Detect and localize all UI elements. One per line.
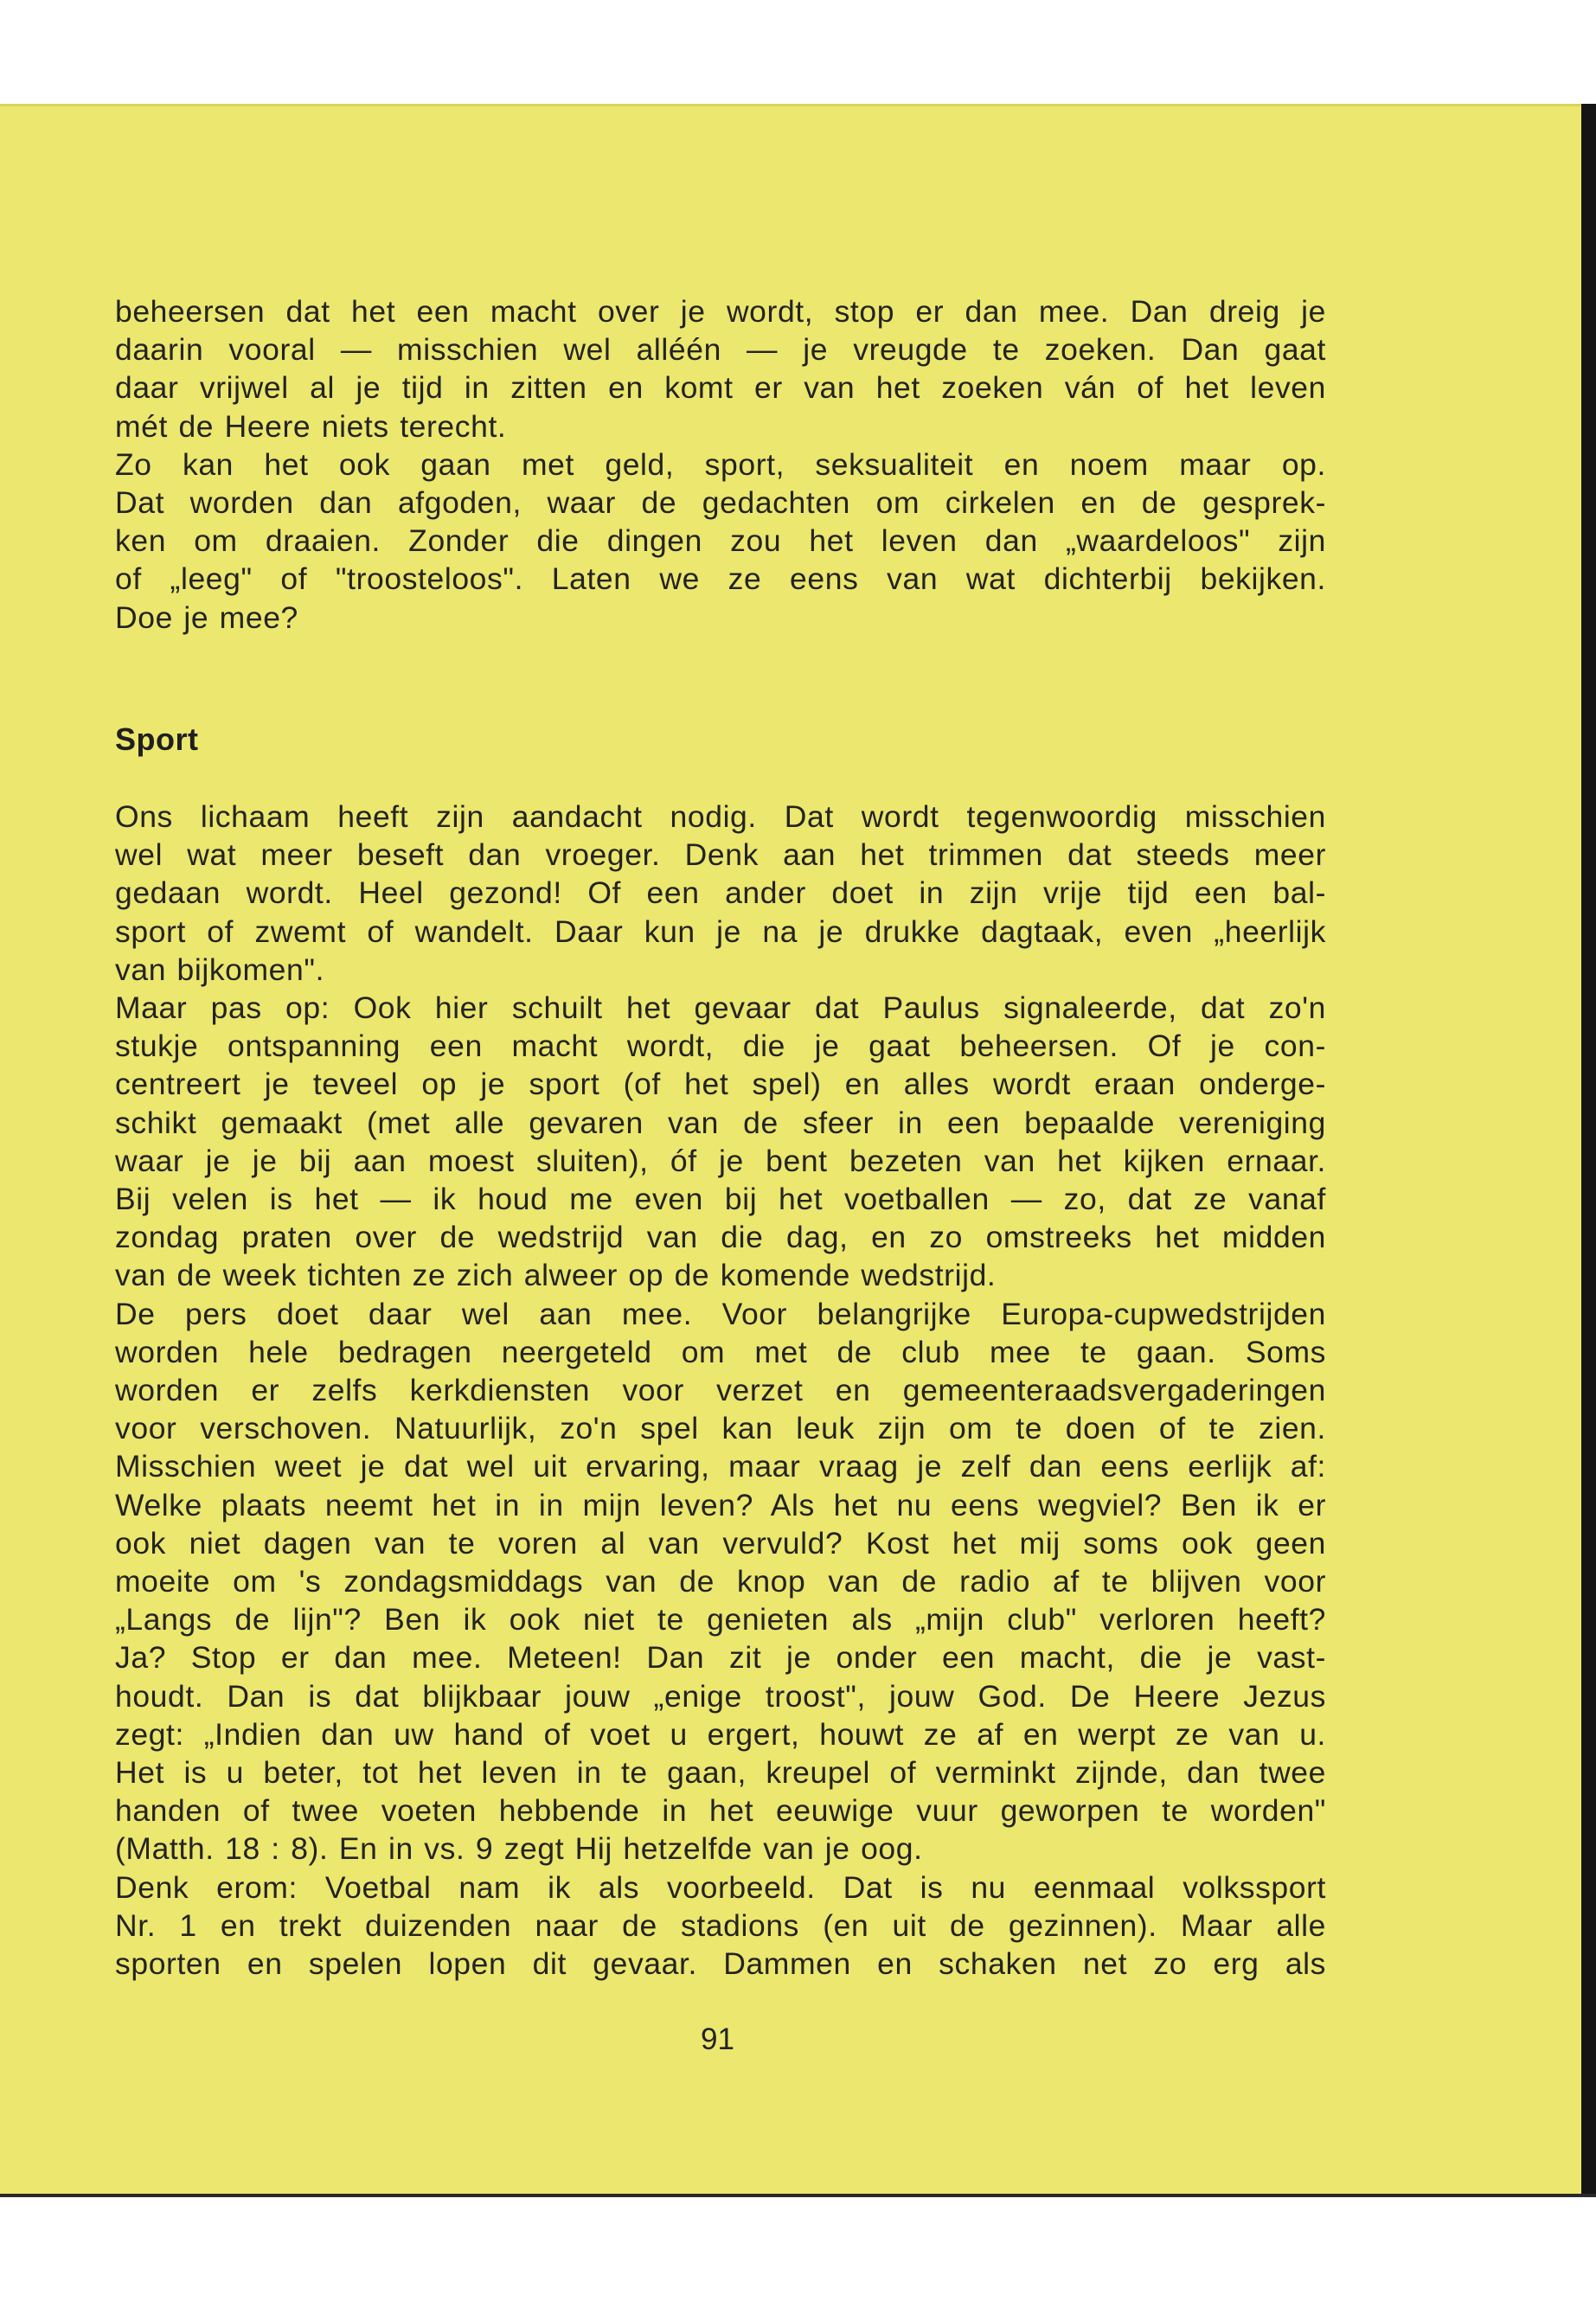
body-line: gedaan wordt. Heel gezond! Of een ander doet in zijn vrije tijd een bal- xyxy=(115,875,1326,911)
body-line: wel wat meer beseft dan vroeger. Denk aan het trimmen dat steeds meer xyxy=(115,837,1326,873)
intro-line: Doe je mee? xyxy=(115,599,298,635)
body-line: moeite om 's zondagsmiddags van de knop van de radio af te blijven voor xyxy=(115,1564,1326,1599)
body-paragraphs xyxy=(115,798,1326,1983)
section-heading: Sport xyxy=(115,721,199,757)
body-line: Maar pas op: Ook hier schuilt het gevaar dat Paulus signaleerde, dat zo'n xyxy=(115,990,1326,1026)
body-line: Ja? Stop er dan mee. Meteen! Dan zit je onder een macht, die je vast- xyxy=(115,1640,1326,1676)
body-line: Ons lichaam heeft zijn aandacht nodig. Dat wordt tegenwoordig misschien xyxy=(115,799,1326,834)
body-line: zegt: „Indien dan uw hand of voet u ergert, houwt ze af en werpt ze van u. xyxy=(115,1716,1326,1752)
intro-line: daarin vooral — misschien wel alléén — je vreugde te zoeken. Dan gaat xyxy=(115,332,1326,368)
body-line: sporten en spelen lopen dit gevaar. Dammen en schaken net zo erg als xyxy=(115,1946,1326,1982)
body-line: Denk erom: Voetbal nam ik als voorbeeld. Dat is nu eenmaal volkssport xyxy=(115,1869,1326,1905)
body-line: zondag praten over de wedstrijd van die dag, en zo omstreeks het midden xyxy=(115,1220,1326,1255)
body-line: De pers doet daar wel aan mee. Voor belangrijke Europa-cupwedstrijden xyxy=(115,1296,1326,1331)
body-line: van bijkomen". xyxy=(115,952,325,987)
page-number: 91 xyxy=(701,2022,734,2056)
body-line: van de week tichten ze zich alweer op de komende wedstrijd. xyxy=(115,1258,997,1293)
body-line: Nr. 1 en trekt duizenden naar de stadions (en uit de gezinnen). Maar alle xyxy=(115,1907,1326,1943)
body-line: Misschien weet je dat wel uit ervaring, maar vraag je zelf dan eens eerlijk af: xyxy=(115,1449,1326,1484)
body-line: Welke plaats neemt het in in mijn leven? Als het nu eens wegviel? Ben ik er xyxy=(115,1487,1326,1522)
body-line: voor verschoven. Natuurlijk, zo'n spel kan leuk zijn om te doen of te zien. xyxy=(115,1411,1326,1446)
intro-paragraphs xyxy=(115,292,1326,637)
body-line: stukje ontspanning een macht wordt, die je gaat beheersen. Of je con- xyxy=(115,1029,1326,1064)
body-line: worden hele bedragen neergeteld om met de club mee te gaan. Soms xyxy=(115,1334,1326,1369)
body-line: Het is u beter, tot het leven in te gaan, kreupel of verminkt zijnde, dan twee xyxy=(115,1755,1326,1791)
intro-line: daar vrijwel al je tijd in zitten en komt er van het zoeken ván of het leven xyxy=(115,370,1326,406)
intro-line: of „leeg" of "troosteloos". Laten we ze eens van wat dichterbij bekijken. xyxy=(115,561,1326,597)
body-line: centreert je teveel op je sport (of het spel) en alles wordt eraan onderge- xyxy=(115,1067,1326,1102)
body-line: worden er zelfs kerkdiensten voor verzet en gemeenteraadsvergaderingen xyxy=(115,1373,1326,1408)
intro-line: mét de Heere niets terecht. xyxy=(115,408,507,444)
body-line: houdt. Dan is dat blijkbaar jouw „enige troost", jouw God. De Heere Jezus xyxy=(115,1678,1326,1714)
body-line: waar je je bij aan moest sluiten), óf je bent bezeten van het kijken ernaar. xyxy=(115,1143,1326,1178)
intro-line: beheersen dat het een macht over je wordt, stop er dan mee. Dan dreig je xyxy=(115,294,1326,329)
body-line: handen of twee voeten hebbende in het eeuwige vuur geworpen te worden" xyxy=(115,1793,1326,1829)
body-line: ook niet dagen van te voren al van vervuld? Kost het mij soms ook geen xyxy=(115,1525,1326,1561)
intro-line: Dat worden dan afgoden, waar de gedachten om cirkelen en de gesprek- xyxy=(115,485,1326,521)
intro-line: ken om draaien. Zonder die dingen zou het leven dan „waardeloos" zijn xyxy=(115,523,1326,559)
page-right-edge xyxy=(1581,104,1596,2197)
intro-line: Zo kan het ook gaan met geld, sport, seksualiteit en noem maar op. xyxy=(115,446,1326,482)
body-line: Bij velen is het — ik houd me even bij het voetballen — zo, dat ze vanaf xyxy=(115,1182,1326,1217)
body-line: sport of zwemt of wandelt. Daar kun je na je drukke dagtaak, even „heerlijk xyxy=(115,913,1326,949)
body-line: schikt gemaakt (met alle gevaren van de sfeer in een bepaalde vereniging xyxy=(115,1105,1326,1140)
body-line: „Langs de lijn"? Ben ik ook niet te genieten als „mijn club" verloren heeft? xyxy=(115,1602,1326,1638)
page-bottom-edge xyxy=(0,2194,1596,2197)
body-line: (Matth. 18 : 8). En in vs. 9 zegt Hij hetzelfde van je oog. xyxy=(115,1831,923,1867)
